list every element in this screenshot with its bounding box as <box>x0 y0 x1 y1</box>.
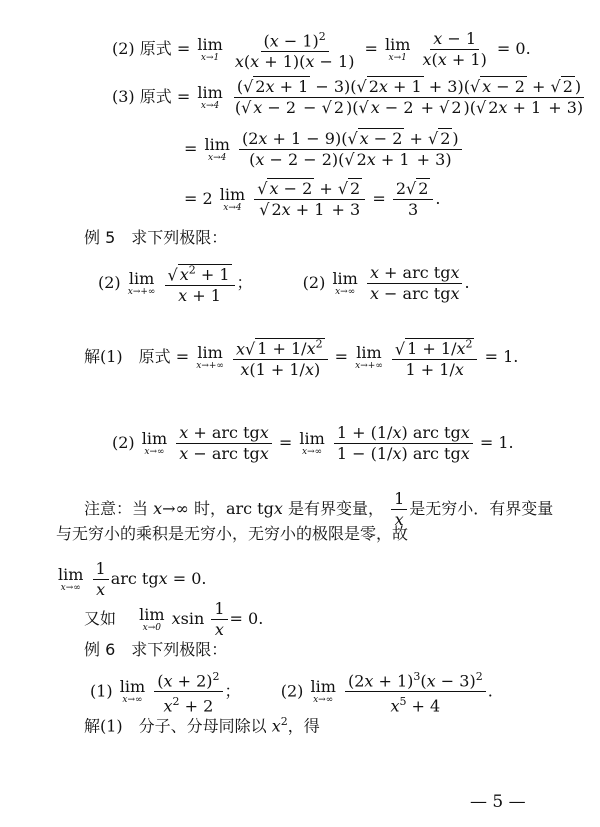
example-5-problems: (2) lim x→+∞ $\frac{√ x^2 + 1}{x + 1}$ ； (2) lim x→∞ x + arc tgx x − arc tgx . <box>98 263 470 306</box>
solution-5-2: (2) lim x→∞ x + arc tgx x − arc tgx = lim x→∞ 1 + (1/x) arc tgx 1 − (1/x) arc tgx = 1. <box>112 423 514 463</box>
example-6-heading: 例 6 求下列极限： <box>84 640 228 659</box>
solution-5-1: 解(1) 原式 = lim x→+∞ $\frac{x√ 1 + 1/x^2}{x(1 + 1/x)}$ = lim x→+∞ $\frac{√ 1 + 1/x^2}{1 + 1/x}$ = 1. <box>84 338 519 380</box>
note-line-1: 注意：当 x→∞ 时，arc tgx 是有界变量， $\frac{1}{x}$ 是无穷小．有界变量 <box>84 489 554 529</box>
solution-6-1-intro: 解(1) 分子、分母同除以 $x^2$，得 <box>84 715 320 736</box>
solution-2-line: (2) 原式 = lim x→1 $\frac{(x - 1)^2}{x(x + 1)(x - 1)}$ = lim x→1 $\frac{x - 1}{x(x + 1)}$ = 0. <box>112 29 531 72</box>
page-number: — 5 — <box>470 792 526 812</box>
example-5-heading: 例 5 求下列极限： <box>84 228 228 247</box>
note-line-2: 与无穷小的乘积是无穷小，无穷小的极限是零，故 <box>56 524 409 543</box>
example-6-problems: (1) lim x→∞ $\frac{(x + 2)^2}{x^2 + 2}$ ； (2) lim x→∞ $\frac{(2x + 1)^3(x - 3)^2}{x^5 + 4}$ . <box>90 670 493 716</box>
solution-3-line-3: = 2 lim x→4 $\frac{√ x - 2 + √ 2}{√ 2x + 1 + 3}$ = $\frac{2√ 2}{3}$ . <box>184 179 441 219</box>
solution-3-line: (3) 原式 = lim x→4 $\frac{(√ 2x + 1 - 3)(√ 2x + 1 + 3)(√ x - 2 + √ 2 )}{(√ x - 2 - √ 2 )(√ x - 2 + √ 2 )(√ 2x + 1 + 3)}$ <box>112 77 584 117</box>
also-example: 又如 lim x→0 xsin $\frac{1}{x}$ = 0. <box>84 599 264 639</box>
solution-3-line-2: = lim x→4 $\frac{(2x + 1 - 9)(√ x - 2 + √ 2 )}{(x - 2 - 2)(√ 2x + 1 + 3)}$ <box>184 130 464 169</box>
note-line-3: lim x→∞ $\frac{1}{x}$ arc tgx = 0. <box>58 559 207 599</box>
